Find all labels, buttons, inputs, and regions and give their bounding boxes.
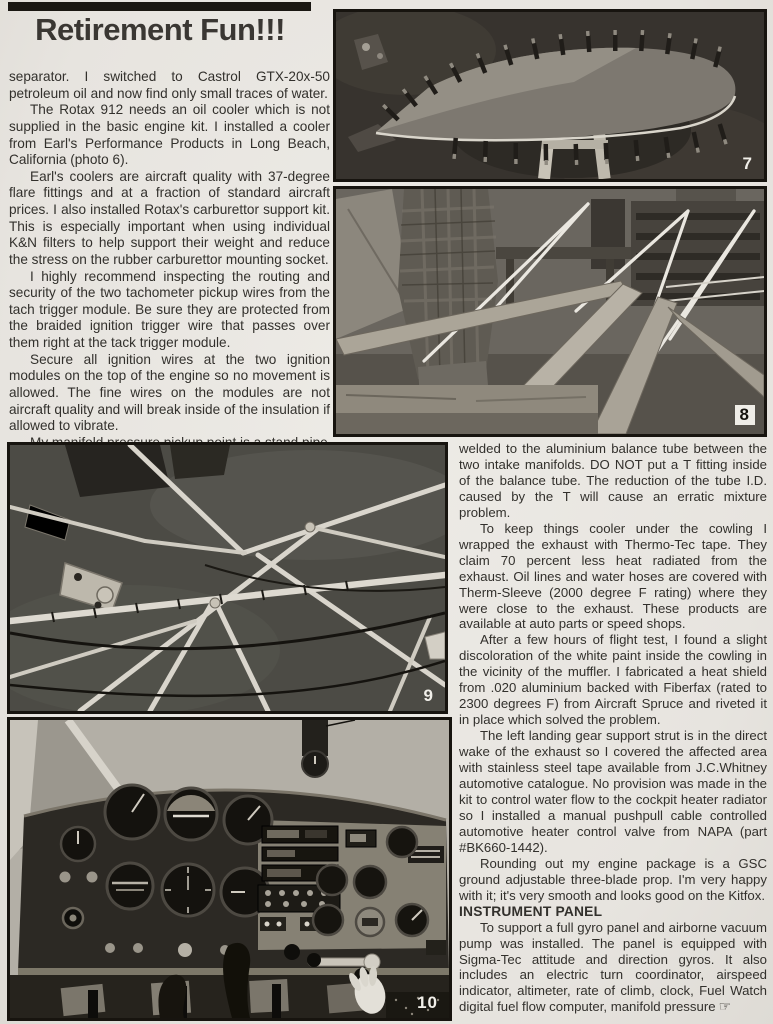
body-paragraph: [459, 920, 767, 1016]
body-paragraph: separator. I switched to Castrol GTX-20x-50 petroleum oil and now find only small traces of water.: [9, 69, 330, 101]
article-title: Retirement Fun!!!: [35, 12, 285, 47]
body-paragraph: welded to the aluminium balance tube between the two intake manifolds. DO NOT put a T fitting inside of the balance tube. The reduction of the tube I.D. caused by the T will cause an erratic mixture problem.: [459, 441, 767, 520]
body-paragraph: I highly recommend inspecting the routing and security of the two tachometer pickup wires from the tach trigger module. Be sure they are protected from the braided ignition trigger wire that passes over them right at the tack trigger module.: [9, 268, 330, 350]
body-paragraph: To keep things cooler under the cowling I wrapped the exhaust with Thermo-Tec tape. They claim 70 percent less heat radiated from the exhaust. Oil lines and water hoses are covered with Therm-Sleeve (2000 degree F rating) where they were close to the exhaust. These products are available at auto parts or speed shops.: [459, 520, 767, 632]
fuselage-tubing-illustration: [10, 445, 445, 711]
body-paragraph: Secure all ignition wires at the two ignition modules on the top of the engine so no movement is allowed. The fine wires on the modules are not aircraft quality and will break inside of the insulation if allowed to vibrate.: [9, 351, 330, 434]
photo-number: 10: [417, 993, 438, 1012]
body-paragraph: The left landing gear support strut is in the direct wake of the exhaust so I covered the affected area with stainless steel tape available from J.C.Whitney automotive catalogue. No provision was made in the kit to control water flow to the cockpit heater radiator so I installed a manual pushpull cable controlled automotive heater control valve from NAPA (part #BK660-1442).: [459, 728, 767, 855]
workshop-illustration: [336, 189, 764, 434]
photo-number: 7: [742, 154, 753, 173]
instrument-panel-illustration: [10, 720, 449, 1018]
closing-paragraph-text: To support a full gyro panel and airborne vacuum pump was installed. The panel is equipped with Sigma-Tec attitude and direction gyros. It also includes an electric turn coordinator, airspeed indicator, altimeter, rate of climb, clock, Fuel Watch digital fuel flow computer, manifold pressure: [459, 919, 767, 1015]
body-paragraph: Rounding out my engine package is a GSC ground adjustable three-blade prop. I'm very happy with it; it's very smooth and looks good on the Kitfox.: [459, 855, 767, 903]
photo-number: 8: [735, 405, 755, 425]
wing-rib-illustration: [336, 12, 764, 179]
photo-fuselage-tubing: [7, 442, 448, 714]
section-heading-instrument-panel: INSTRUMENT PANEL: [459, 903, 603, 919]
photo-instrument-panel: [7, 717, 452, 1021]
body-paragraph: Earl's coolers are aircraft quality with 37-degree flare fittings and at a fraction of standard aircraft prices. I also installed Rotax's carburettor support kit. This is especially important when using individual K&N filters to help support their weight and reduce the stress on the rubber carburettor mounting socket.: [9, 168, 330, 267]
left-text-column: [9, 69, 330, 451]
body-paragraph: After a few hours of flight test, I found a slight discoloration of the white paint inside the cowling in the vicinity of the muffler. I fabricated a heat shield from .020 aluminium backed with Fiberfax (rated to 2300 degrees F) from Aircraft Spruce and riveted it in place which solved the problem.: [459, 632, 767, 728]
continuation-hand-icon: ☞: [718, 998, 732, 1015]
title-rule: [8, 2, 311, 11]
photo-number: 9: [423, 686, 434, 705]
photo-workshop-structure: [333, 186, 767, 437]
right-text-column: [459, 441, 767, 1015]
photo-wing-rib-clamps: [333, 9, 767, 182]
body-paragraph: The Rotax 912 needs an oil cooler which is not supplied in the basic engine kit. I installed a cooler from Earl's Performance Products in Long Beach, California (photo 6).: [9, 102, 330, 168]
